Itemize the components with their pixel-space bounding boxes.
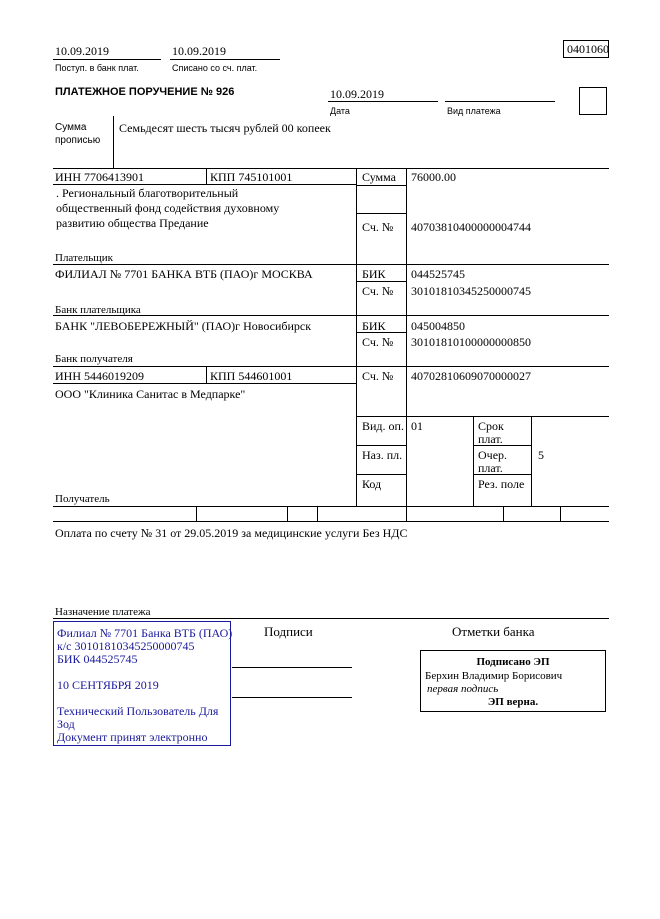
- payer-bank-name: ФИЛИАЛ № 7701 БАНКА ВТБ (ПАО)г МОСКВА: [55, 267, 313, 281]
- grid-line-payer-bank-bottom: [53, 315, 609, 316]
- receipt-date-caption: Поступ. в банк плат.: [55, 63, 139, 73]
- payer-bank-acc-label: Сч. №: [362, 284, 394, 298]
- amount-words-value: Семьдесят шесть тысяч рублей 00 копеек: [119, 121, 331, 135]
- payer-bik-value: 044525745: [411, 267, 465, 281]
- e-signature-verified: ЭП верна.: [487, 696, 539, 708]
- e-signature-signer: Берхин Владимир Борисович: [425, 670, 563, 682]
- amount-label-underline: [356, 185, 406, 186]
- vid-op-underline: [356, 445, 406, 446]
- payer-kpp: КПП 745101001: [210, 170, 293, 184]
- naz-pl-label: Наз. пл.: [362, 448, 403, 462]
- payer-account-value: 40703810400000004744: [411, 220, 531, 234]
- payee-bik-underline: [356, 332, 406, 333]
- srok-label-2: плат.: [478, 432, 503, 446]
- payer-bank-acc-value: 30101810345250000745: [411, 284, 531, 298]
- order-date-line: [328, 101, 438, 102]
- grid-col-labels-right: [406, 168, 407, 506]
- payer-caption: Плательщик: [55, 252, 113, 264]
- purpose-text: Оплата по счету № 31 от 29.05.2019 за медицинские услуги Без НДС: [55, 526, 408, 540]
- payer-bik-underline: [356, 281, 406, 282]
- stamp-line-1: Филиал № 7701 Банка ВТБ (ПАО): [57, 626, 233, 640]
- grid-line-payer-bottom: [53, 264, 609, 265]
- bank-marks-caption: Отметки банка: [452, 624, 535, 639]
- signatures-caption: Подписи: [264, 624, 313, 639]
- tax-cell-divider-3: [317, 506, 318, 521]
- amount-words-divider: [113, 116, 114, 168]
- srok-label-1: Срок: [478, 419, 504, 433]
- receipt-date-line: [53, 59, 161, 60]
- e-signature-box: [420, 650, 606, 712]
- tax-cell-divider-6: [560, 506, 561, 521]
- payer-name-1: . Региональный благотворительный: [56, 186, 239, 200]
- payer-inn-kpp-divider: [206, 168, 207, 184]
- payer-account-label: Сч. №: [362, 220, 394, 234]
- payee-caption: Получатель: [55, 493, 110, 505]
- payee-account-value: 40702810609070000027: [411, 369, 531, 383]
- payment-type-caption: Вид платежа: [447, 106, 501, 116]
- debit-date-caption: Списано со сч. плат.: [172, 63, 258, 73]
- tax-cell-divider-5: [503, 506, 504, 521]
- payee-bank-acc-label: Сч. №: [362, 335, 394, 349]
- payee-inn-kpp-divider: [206, 366, 207, 383]
- amount-words-label: Сумма прописью: [55, 122, 101, 146]
- ocher-label-1: Очер.: [478, 448, 508, 462]
- payee-kpp: КПП 544601001: [210, 369, 293, 383]
- payment-type-line: [445, 101, 555, 102]
- amount-value: 76000.00: [411, 170, 456, 184]
- order-title: ПЛАТЕЖНОЕ ПОРУЧЕНИЕ № 926: [55, 86, 235, 98]
- tax-row-bottomline: [53, 521, 609, 522]
- signature-line-1: [232, 667, 352, 668]
- status-box: [579, 87, 607, 115]
- codes-topline: [356, 416, 609, 417]
- payee-inn-underline: [53, 383, 356, 384]
- tax-cell-divider-1: [196, 506, 197, 521]
- tax-cell-divider-4: [406, 506, 407, 521]
- payee-inn: ИНН 5446019209: [55, 369, 144, 383]
- payee-bank-name: БАНК "ЛЕВОБЕРЕЖНЫЙ" (ПАО)г Новосибирск: [55, 319, 312, 333]
- tax-row-topline: [53, 506, 609, 507]
- payer-acc-label-topline: [356, 213, 406, 214]
- payer-name-2: общественный фонд содействия духовному: [56, 201, 280, 215]
- codes-col-left: [473, 416, 474, 506]
- form-code: 0401060: [567, 42, 609, 56]
- payer-bank-caption: Банк плательщика: [55, 304, 141, 316]
- purpose-caption: Назначение платежа: [55, 606, 151, 618]
- payer-inn-underline: [53, 184, 356, 185]
- stamp-date: 10 СЕНТЯБРЯ 2019: [57, 678, 159, 692]
- form-code-box: [563, 40, 609, 58]
- order-date: 10.09.2019: [330, 87, 384, 101]
- naz-pl-underline: [356, 474, 406, 475]
- ocher-value: 5: [538, 448, 544, 462]
- order-date-caption: Дата: [330, 106, 350, 116]
- signature-line-2: [232, 697, 352, 698]
- debit-date-line: [170, 59, 280, 60]
- stamp-user-1: Технический Пользователь Для: [57, 704, 219, 718]
- stamp-user-2: Зод: [57, 717, 75, 731]
- payee-bik-label: БИК: [362, 319, 386, 333]
- vid-op-label: Вид. оп.: [362, 419, 404, 433]
- payee-bik-value: 045004850: [411, 319, 465, 333]
- tax-cell-divider-2: [287, 506, 288, 521]
- payee-bank-caption: Банк получателя: [55, 353, 133, 365]
- bank-stamp: [53, 621, 231, 746]
- kod-label: Код: [362, 477, 382, 491]
- grid-line-top: [53, 168, 609, 169]
- codes-col-right: [531, 416, 532, 506]
- rez-pole-label: Рез. поле: [478, 477, 525, 491]
- stamp-accepted: Документ принят электронно: [57, 730, 208, 744]
- grid-line-payee-bank-bottom: [53, 366, 609, 367]
- payer-bik-label: БИК: [362, 267, 386, 281]
- grid-col-labels-left: [356, 168, 357, 506]
- payee-account-label: Сч. №: [362, 369, 394, 383]
- stamp-line-2: к/с 30101810345250000745: [57, 639, 195, 653]
- amount-label: Сумма: [362, 170, 396, 184]
- payer-name-3: развитию общества Предание: [56, 216, 209, 230]
- purpose-underline: [53, 618, 609, 619]
- vid-op-value: 01: [411, 419, 423, 433]
- receipt-date: 10.09.2019: [55, 44, 109, 58]
- payee-name: ООО "Клиника Санитас в Медпарке": [55, 387, 246, 401]
- debit-date: 10.09.2019: [172, 44, 226, 58]
- e-signature-note: первая подпись: [427, 683, 499, 695]
- payee-bank-acc-value: 30101810100000000850: [411, 335, 531, 349]
- e-signature-title: Подписано ЭП: [476, 656, 550, 668]
- ocher-label-2: плат.: [478, 461, 503, 475]
- stamp-line-3: БИК 044525745: [57, 652, 138, 666]
- payer-inn: ИНН 7706413901: [55, 170, 144, 184]
